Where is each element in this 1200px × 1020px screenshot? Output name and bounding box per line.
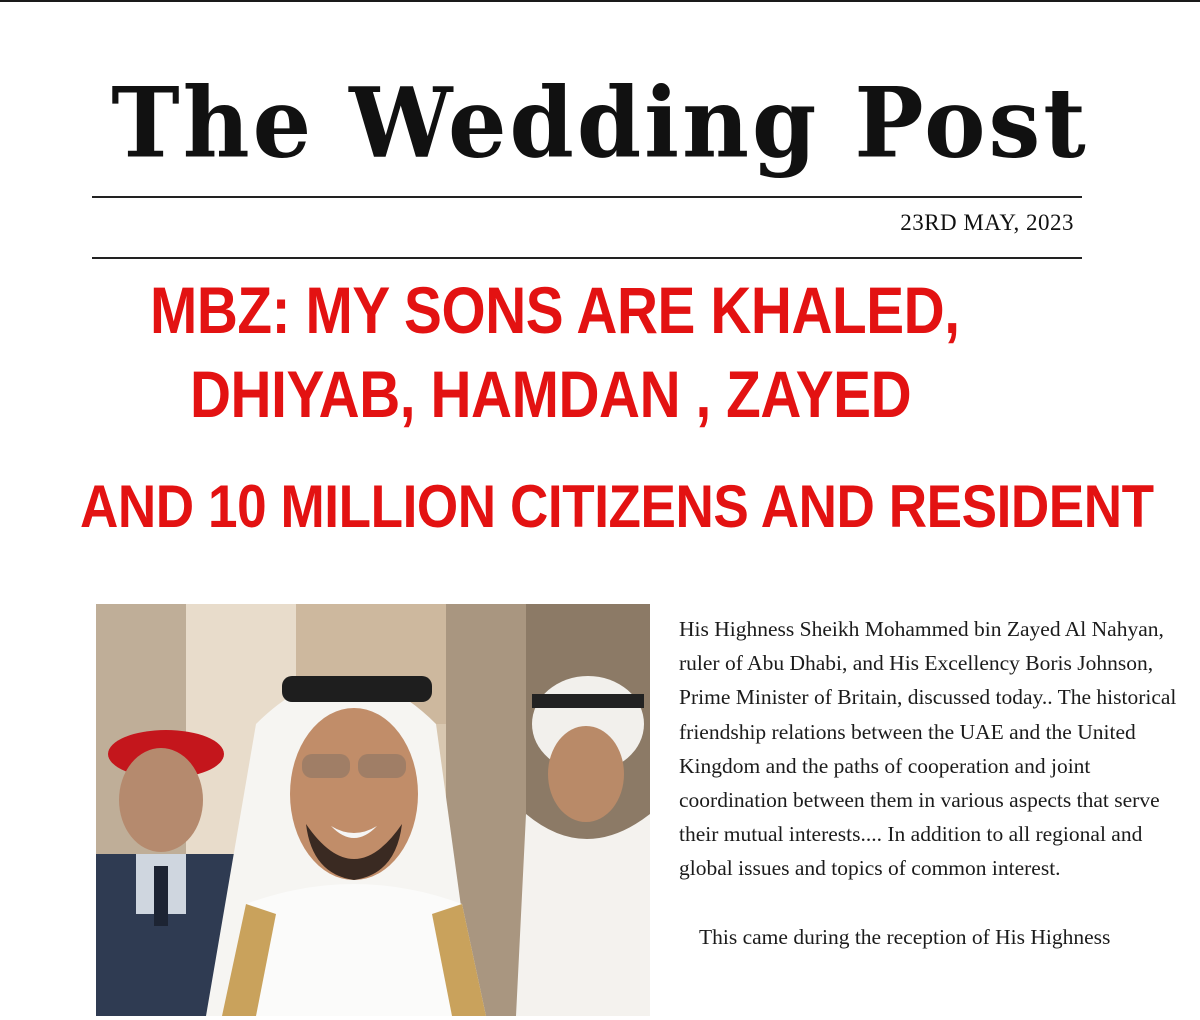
article-body	[679, 612, 1179, 954]
article-paragraph-1: His Highness Sheikh Mohammed bin Zayed Al Nahyan, ruler of Abu Dhabi, and His Excellency Boris Johnson, Prime Minister of Britain, discussed today.. The historical friendship relations between the UAE and the United Kingdom and the paths of cooperation and joint coordination between them in various aspects that serve their mutual interests.... In addition to all regional and global issues and topics of common interest.	[679, 617, 1177, 881]
masthead-title: The Wedding Post	[111, 66, 1089, 180]
headline-line-3: AND 10 MILLION CITIZENS AND RESIDENT	[80, 473, 1154, 540]
headline-line-2: DHIYAB, HAMDAN , ZAYED	[190, 357, 912, 431]
top-border	[0, 0, 1200, 2]
article-photo	[96, 604, 650, 1016]
headline-line-1: MBZ: MY SONS ARE KHALED,	[150, 273, 960, 347]
photo-illustration	[96, 604, 650, 1016]
dateline-divider	[92, 257, 1082, 259]
dateline: 23RD MAY, 2023	[900, 210, 1074, 235]
article-paragraph-2: This came during the reception of His Highness	[699, 924, 1111, 949]
masthead-divider	[92, 196, 1082, 198]
